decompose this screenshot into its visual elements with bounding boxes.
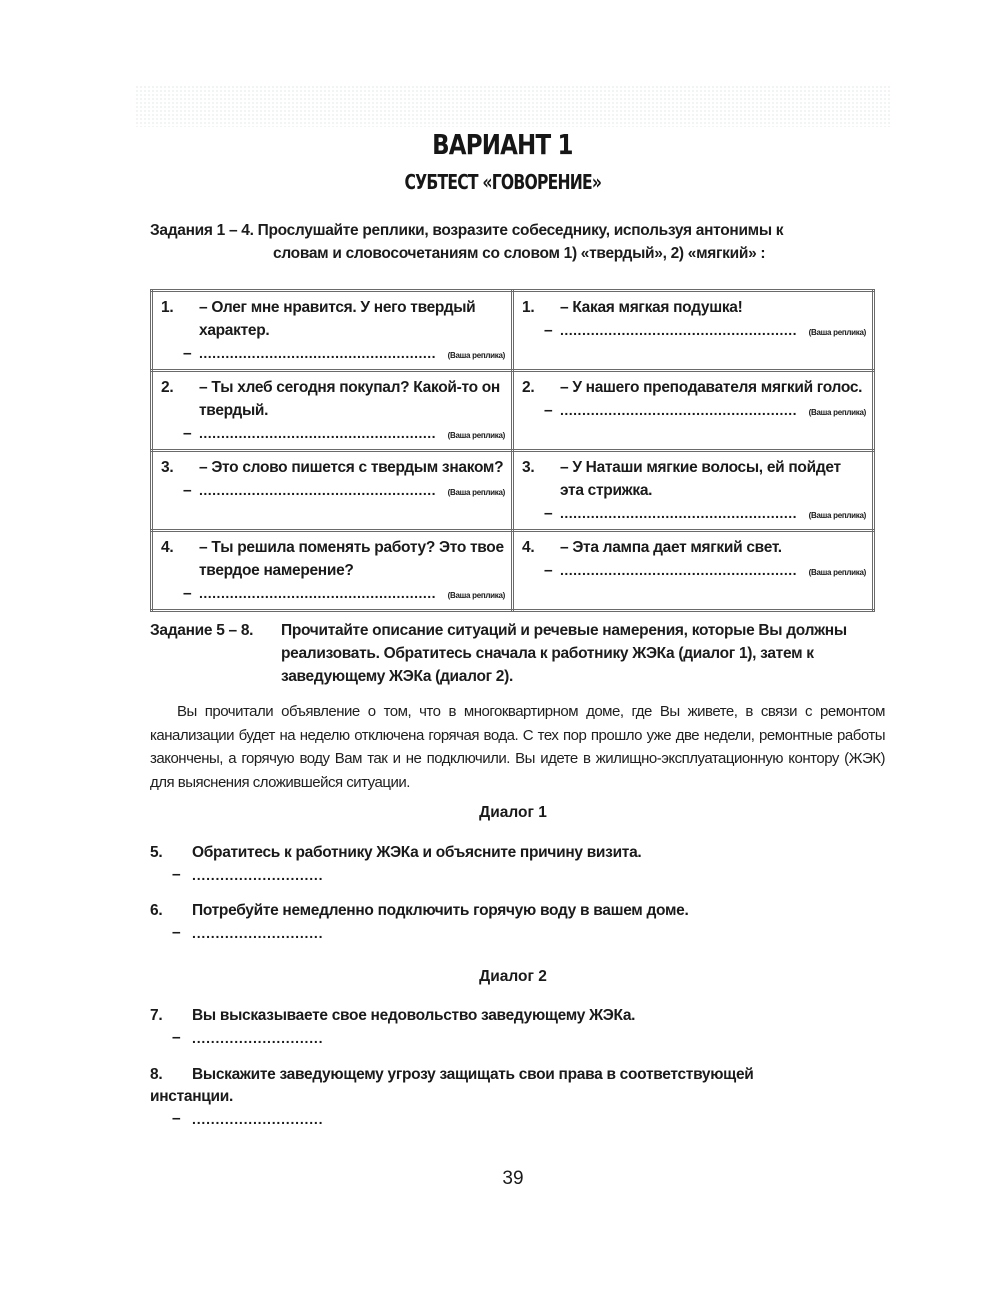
answer-hint: (Ваша реплика) — [808, 568, 866, 577]
answer-blank[interactable]: – ...................................................... (Ваша реплика) — [522, 502, 866, 527]
cue-text: – Олег мне нравится. У него твердый характер. — [199, 299, 476, 339]
task-item-6 — [150, 900, 880, 944]
task-item-7 — [150, 1005, 880, 1049]
cue-text: – Эта лампа дает мягкий свет. — [560, 539, 782, 556]
cue-text: – Это слово пишется с твердым знаком? — [199, 459, 504, 476]
answer-blank[interactable]: – ...................................................... (Ваша реплика) — [522, 399, 866, 424]
header-halftone-band — [135, 85, 890, 127]
answer-blank[interactable]: – ...................................................... (Ваша реплика) — [161, 582, 505, 607]
table-row — [152, 531, 874, 611]
replica-cell-left-2 — [152, 371, 513, 451]
task-5-8-instructions — [150, 619, 890, 688]
answer-hint: (Ваша реплика) — [447, 431, 505, 440]
replica-cell-left-3 — [152, 451, 513, 531]
cue-text: – Какая мягкая подушка! — [560, 299, 743, 316]
task-label: Задания 1 – 4. — [150, 222, 254, 239]
cue-text: – У нашего преподавателя мягкий голос. — [560, 379, 863, 396]
answer-blank[interactable]: – ............................ — [172, 1029, 324, 1046]
dialog-1-heading: Диалог 1 — [479, 804, 547, 821]
item-number: 7. — [150, 1007, 163, 1024]
replica-cell-right-2 — [513, 371, 874, 451]
answer-hint: (Ваша реплика) — [808, 408, 866, 417]
table-row — [152, 371, 874, 451]
item-text: Потребуйте немедленно подключить горячую воду в вашем доме. — [192, 902, 689, 919]
replica-cell-right-3 — [513, 451, 874, 531]
dialog-2-heading: Диалог 2 — [479, 968, 547, 985]
replica-cell-left-4 — [152, 531, 513, 611]
item-text: Обратитесь к работнику ЖЭКа и объясните причину визита. — [192, 844, 642, 861]
cue-number: 1. — [522, 299, 535, 316]
task-text-line2: словам и словосочетаниям со словом 1) «твердый», 2) «мягкий» : — [273, 245, 766, 262]
table-row — [152, 451, 874, 531]
answer-blank[interactable]: – ............................ — [172, 1110, 324, 1127]
task-1-4-instructions — [150, 219, 890, 265]
cue-text: – Ты решила поменять работу? Это твое твердое намерение? — [199, 539, 504, 579]
page-subtitle: СУБТЕСТ «ГОВОРЕНИЕ» — [404, 170, 602, 194]
replica-cell-right-4 — [513, 531, 874, 611]
situation-description: Вы прочитали объявление о том, что в многоквартирном доме, где Вы живете, в связи с ремонтом канализации будет на неделю отключена горячая вода. С тех пор прошло уже две недели, ремонтные работы закончены, а горячую воду Вам так и не подключили. Вы идете в жилищно-эксплуатационную контору (ЖЭК) для выяснения сложившейся ситуации. — [150, 703, 885, 791]
cue-text: – Ты хлеб сегодня покупал? Какой-то он твердый. — [199, 379, 500, 419]
answer-hint: (Ваша реплика) — [447, 488, 505, 497]
cue-number: 4. — [161, 539, 174, 556]
answer-blank[interactable]: – ............................ — [172, 866, 324, 883]
cue-number: 2. — [161, 379, 174, 396]
answer-blank[interactable]: – ...................................................... (Ваша реплика) — [161, 342, 505, 367]
answer-hint: (Ваша реплика) — [447, 591, 505, 600]
task-item-8 — [150, 1064, 880, 1130]
replica-cell-left-1 — [152, 291, 513, 371]
task-label: Задание 5 – 8. — [150, 622, 254, 639]
replica-cell-right-1 — [513, 291, 874, 371]
item-text: Вы высказываете свое недовольство заведующему ЖЭКа. — [192, 1007, 636, 1024]
answer-blank[interactable]: – ...................................................... (Ваша реплика) — [161, 422, 505, 447]
cue-number: 4. — [522, 539, 535, 556]
item-text-continuation: инстанции. — [150, 1088, 233, 1105]
cue-text: – У Наташи мягкие волосы, ей пойдет эта стрижка. — [560, 459, 841, 499]
answer-hint: (Ваша реплика) — [808, 511, 866, 520]
item-number: 6. — [150, 902, 163, 919]
cue-number: 2. — [522, 379, 535, 396]
cue-number: 3. — [522, 459, 535, 476]
answer-hint: (Ваша реплика) — [447, 351, 505, 360]
answer-blank[interactable]: – ...................................................... (Ваша реплика) — [161, 479, 505, 504]
task-text: Прочитайте описание ситуаций и речевые намерения, которые Вы должны реализовать. Обратитесь сначала к работнику ЖЭКа (диалог 1), затем к заведующему ЖЭКа (диалог 2). — [281, 622, 847, 685]
cue-number: 3. — [161, 459, 174, 476]
table-row — [152, 291, 874, 371]
answer-hint: (Ваша реплика) — [808, 328, 866, 337]
item-number: 8. — [150, 1066, 163, 1083]
answer-blank[interactable]: – ...................................................... (Ваша реплика) — [522, 319, 866, 344]
item-text: Выскажите заведующему угрозу защищать свои права в соответствующей — [192, 1066, 754, 1083]
answer-blank[interactable]: – ...................................................... (Ваша реплика) — [522, 559, 866, 584]
page-number: 39 — [502, 1168, 524, 1189]
page-title: ВАРИАНТ 1 — [432, 128, 573, 161]
replicas-table — [150, 289, 875, 612]
cue-number: 1. — [161, 299, 174, 316]
task-text-line1: Прослушайте реплики, возразите собеседнику, используя антонимы к — [257, 222, 784, 239]
item-number: 5. — [150, 844, 163, 861]
task-item-5 — [150, 842, 880, 886]
answer-blank[interactable]: – ............................ — [172, 924, 324, 941]
